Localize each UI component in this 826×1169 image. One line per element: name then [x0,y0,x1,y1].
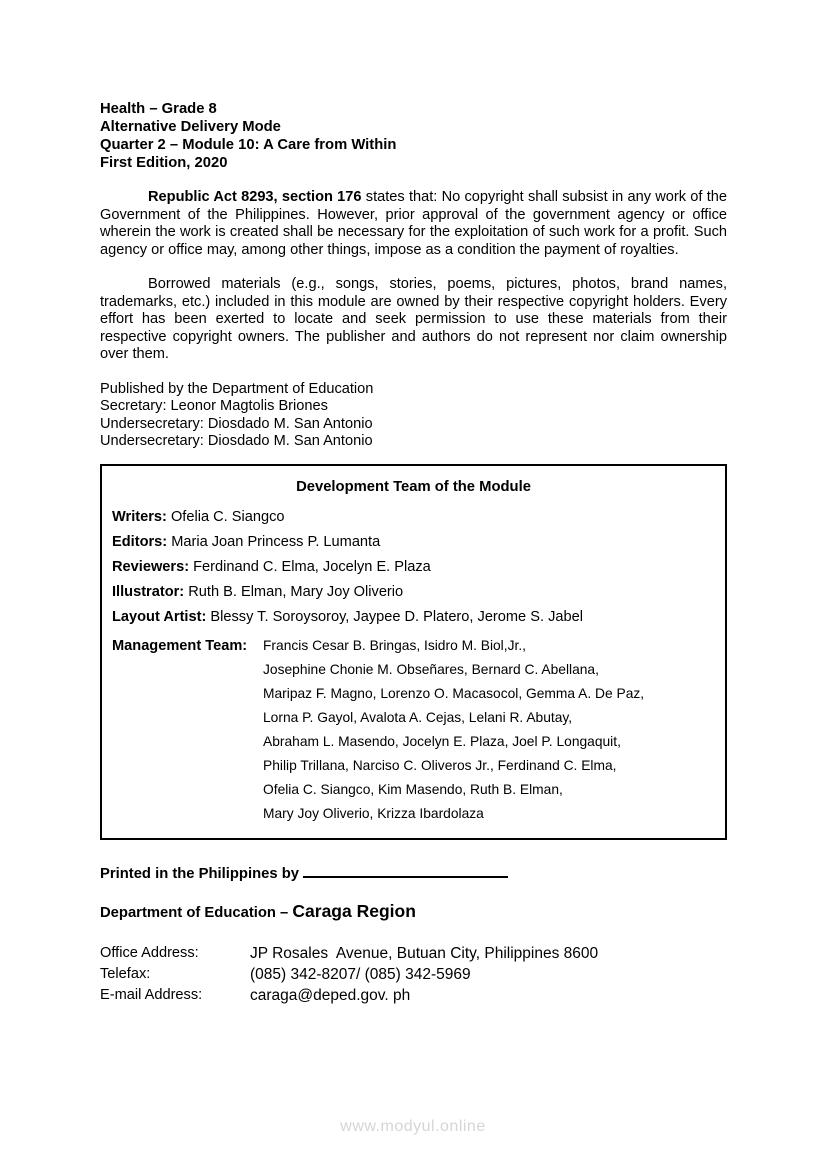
illustrator-value: Ruth B. Elman, Mary Joy Oliverio [188,583,404,600]
borrowed-materials-paragraph: Borrowed materials (e.g., songs, stories, poems, pictures, photos, brand names, trademarks, etc.) included in this module are owned by their respective copyright holders. Every effort has been exerted to locate and seek permission to use these materials from their respective copyright owners. The publisher and authors do not represent nor claim ownership over them. [100,276,727,362]
layout-artist-row [112,609,715,625]
module-header [100,100,727,172]
department-region-line [100,901,727,923]
email-address-row [100,985,727,1006]
reviewers-value: Ferdinand C. Elma, Jocelyn E. Plaza [193,558,431,575]
secretary-line: Secretary: Leonor Magtolis Briones [100,398,328,415]
management-name-line: Ofelia C. Siangco, Kim Masendo, Ruth B. Elman, [263,781,563,797]
management-team-names [263,634,644,826]
reviewers-row [112,559,715,575]
layout-artist-value: Blessy T. Soroysoroy, Jaypee D. Platero, Jerome S. Jabel [210,608,583,625]
undersecretary-line-1: Undersecretary: Diosdado M. San Antonio [100,415,373,432]
editors-value: Maria Joan Princess P. Lumanta [171,533,381,550]
copyright-paragraph [100,189,727,259]
printer-blank-line [303,864,508,878]
department-prefix: Department of Education – [100,904,293,921]
module-subject-line: Health – Grade 8 [100,101,217,117]
management-team-label: Management Team: [112,637,248,654]
module-mode-line: Alternative Delivery Mode [100,119,281,135]
publisher-block [100,381,727,451]
management-name-line: Philip Trillana, Narciso C. Oliveros Jr., Ferdinand C. Elma, [263,757,617,773]
region-name: Caraga Region [292,900,416,921]
management-name-line: Lorna P. Gayol, Avalota A. Cejas, Lelani R. Abutay, [263,709,573,725]
republic-act-bold: Republic Act 8293, section 176 [148,189,362,205]
editors-label: Editors: [112,533,168,550]
printed-in-philippines-line [100,864,727,882]
management-name-line: Mary Joy Oliverio, Krizza Ibardolaza [263,805,484,821]
management-name-line: Abraham L. Masendo, Jocelyn E. Plaza, Joel P. Longaquit, [263,733,621,749]
module-edition-line: First Edition, 2020 [100,155,228,171]
office-address-value: JP Rosales Avenue, Butuan City, Philippines 8600 [250,944,599,962]
management-team-row [112,634,715,826]
office-address-row [100,943,727,964]
office-address-label: Office Address: [100,944,199,961]
telefax-row [100,964,727,985]
development-team-title: Development Team of the Module [296,478,531,495]
published-by-line: Published by the Department of Education [100,380,374,397]
illustrator-row [112,584,715,600]
reviewers-label: Reviewers: [112,558,190,575]
page-content [100,100,727,1006]
writers-value: Ofelia C. Siangco [170,508,285,525]
layout-artist-label: Layout Artist: [112,608,207,625]
republic-act-rest: states that: No copyright shall subsist in any work of the Government of the Philippines. However, prior approval of the government agency or office wherein the work is created shall be necessary for the exploitation of such work for a profit. Such agency or office may, among other things, impose as a condition the payment of royalties. [100,189,727,258]
telefax-value: (085) 342-8207/ (085) 342-5969 [250,965,471,983]
telefax-label: Telefax: [100,965,151,982]
printed-by-label: Printed in the Philippines by [100,865,299,882]
email-address-value: caraga@deped.gov. ph [250,986,411,1004]
email-address-label: E-mail Address: [100,986,203,1003]
development-team-box [100,464,727,840]
writers-label: Writers: [112,508,167,525]
site-watermark: www.modyul.online [340,1118,486,1135]
management-name-line: Maripaz F. Magno, Lorenzo O. Macasocol, Gemma A. De Paz, [263,685,645,701]
management-name-line: Francis Cesar B. Bringas, Isidro M. Biol,Jr., [263,637,526,653]
contact-block [100,943,727,1006]
undersecretary-line-2: Undersecretary: Diosdado M. San Antonio [100,433,373,450]
editors-row [112,534,715,550]
illustrator-label: Illustrator: [112,583,185,600]
management-name-line: Josephine Chonie M. Obseñares, Bernard C. Abellana, [263,661,599,677]
module-title-line: Quarter 2 – Module 10: A Care from Within [100,137,397,153]
writers-row [112,509,715,525]
